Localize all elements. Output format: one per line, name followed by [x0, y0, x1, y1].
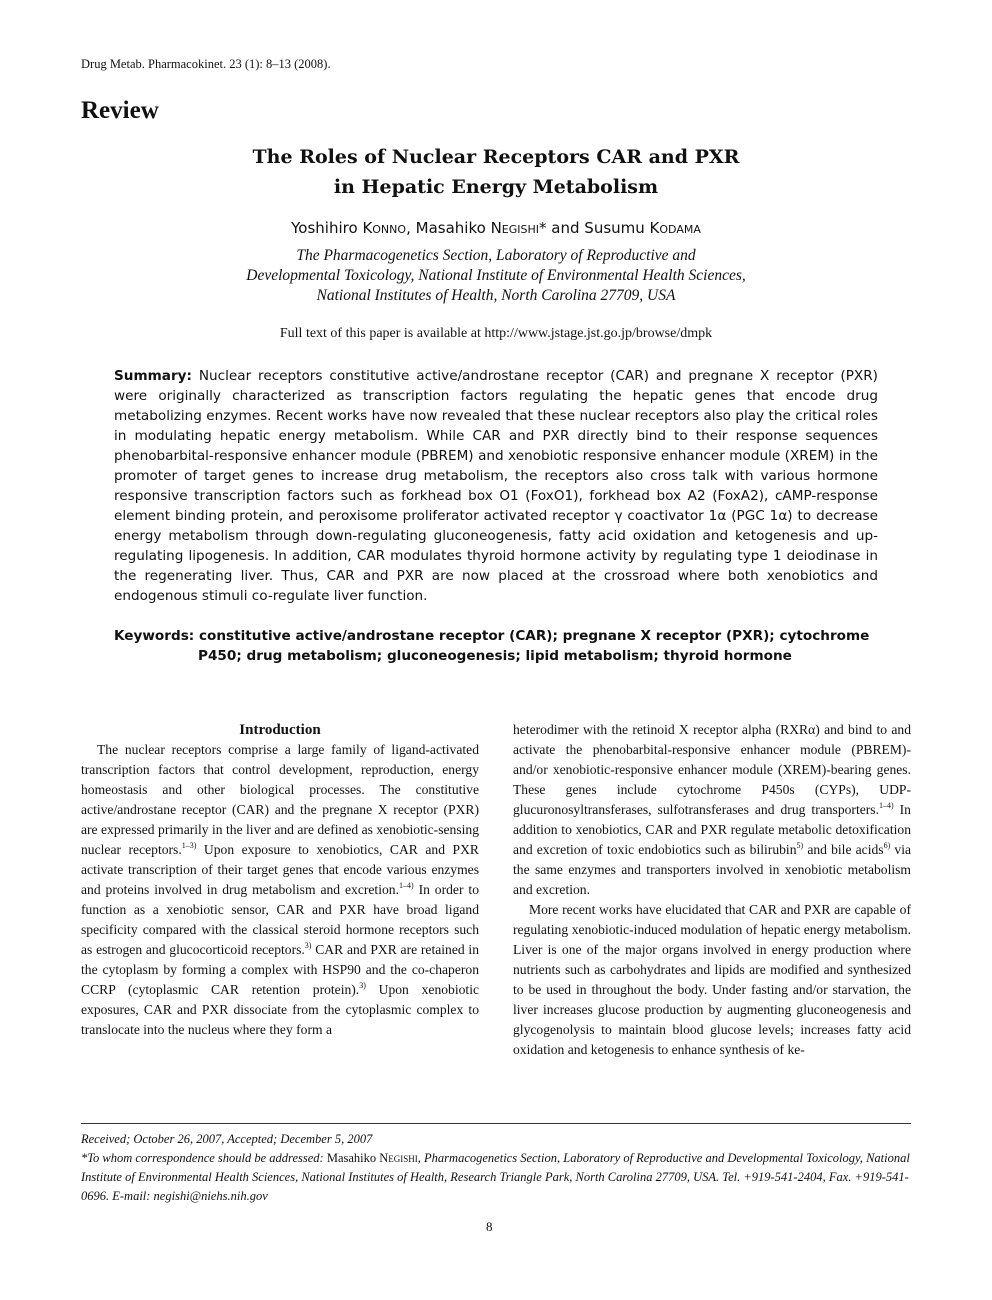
title-line-2: in Hepatic Energy Metabolism — [333, 176, 659, 198]
paragraph: The nuclear receptors comprise a large family of ligand-activated transcription factors that control development, reproduction, energy homeostasis and other biological processes. The constitutive active/androstane receptor (CAR) and the pregnane X receptor (PXR) are expressed primarily in the liver and are defined as xenobiotic-sensing nuclear receptors.$^{1-3)}$ Upon exposure to xenobiotics, CAR and PXR activate transcription of their target genes that encode various enzymes and proteins involved in drug metabolism and excretion.$^{1-4)}$ In order to function as a xenobiotic sensor, CAR and PXR have broad ligand specificity compared with the classical steroid hormone receptors such as estrogen and glucocorticoid receptors.$^{3)}$ CAR and PXR are retained in the cytoplasm by forming a complex with HSP90 and the co-chaperon CCRP (cytoplasmic CAR retention protein).$^{3)}$ Upon xenobiotic exposures, CAR and PXR dissociate from the cytoplasmic complex to translocate into the nucleus where they form a — [81, 742, 480, 1037]
abstract-text: Nuclear receptors constitutive active/androstane receptor (CAR) and pregnane X receptor (PXR) were originally characterized as transcription factors regulating the hepatic genes that encode drug metabolizing enzymes. Recent works have now revealed that these nuclear receptors also play the critical roles in modulating hepatic energy metabolism. While CAR and PXR directly bind to their response sequences phenobarbital-responsive enhancer module (PBREM) and xenobiotic responsive enhancer module (XREM) in the promoter of target genes to increase drug metabolism, the receptors also cross talk with various hormone responsive transcription factors such as forkhead box O1 (FoxO1), forkhead box A2 (FoxA2), cAMP-response element binding protein, and peroxisome proliferator activated receptor γ coactivator 1α (PGC 1α) to decrease energy metabolism through down-regulating gluconeogenesis, fatty acid oxidation and ketogenesis and up-regulating lipogenesis. In addition, CAR modulates thyroid hormone activity by regulating type 1 deiodinase in the regenerating liver. Thus, CAR and PXR are now placed at the crossroad where both xenobiotics and endogenous stimuli co-regulate liver function. — [114, 368, 878, 604]
paper-title — [120, 142, 872, 202]
citation: 6) — [883, 841, 891, 850]
paragraph: heterodimer with the retinoid X receptor alpha (RXRα) and bind to and activate the phenobarbital-responsive enhancer module (PBREM)- and/or xenobiotic-responsive enhancer module (XREM)-bearing genes. These genes include cytochrome P450s (CYPs), UDP-glucuronosyltransferases, sulfotransferases and drug transporters.$^{1-4)}$ In addition to xenobiotics, CAR and PXR regulate metabolic detoxification and excretion of toxic endobiotics such as bilirubin$^{5)}$ and bile acids$^{6)}$ via the same enzymes and transporters involved in xenobiotic metabolism and excretion. — [513, 722, 912, 897]
citation: 3) — [304, 941, 312, 950]
body-column-left — [81, 720, 479, 1040]
citation: 3) — [359, 981, 366, 990]
citation: 1–3) — [181, 841, 197, 850]
author-and: and — [551, 219, 580, 237]
keywords — [114, 626, 878, 666]
citation: 5) — [796, 841, 804, 850]
body-column-right — [513, 720, 911, 1060]
footnote — [81, 1130, 911, 1206]
citation: 1–4) — [398, 881, 414, 890]
article-type: Review — [81, 97, 159, 124]
page-number: 8 — [486, 1219, 493, 1234]
affiliation-line-1: The Pharmacogenetics Section, Laboratory of Reproductive and — [296, 247, 696, 264]
footnote-divider — [81, 1123, 911, 1124]
received-dates: Received; October 26, 2007, Accepted; December 5, 2007 — [81, 1132, 373, 1146]
section-heading: Introduction — [239, 722, 321, 738]
correspondence: *To whom correspondence should be addressed: Masahiko Negishi, Pharmacogenetics Section, Laboratory of Reproductive and Developmental Toxicology, National Institute of Environmental Health Sciences, National Institutes of Health, Research Triangle Park, North Carolina 27709, USA. Tel. +919-541-2404, Fax. +919-541-0696. E-mail: negishi@niehs.nih.gov — [81, 1151, 910, 1203]
affiliation-line-2: Developmental Toxicology, National Institute of Environmental Health Sciences, — [246, 267, 746, 284]
affiliation-line-3: National Institutes of Health, North Carolina 27709, USA — [316, 287, 676, 304]
abstract — [114, 366, 878, 606]
journal-citation: Drug Metab. Pharmacokinet. 23 (1): 8–13 (2008). — [81, 57, 331, 71]
author-list — [120, 219, 872, 237]
author-sep: , — [406, 219, 411, 237]
corresponding-mark: * — [539, 219, 547, 237]
author-2-first: Masahiko — [415, 219, 486, 237]
citation: 1–4) — [878, 801, 894, 810]
affiliation — [120, 246, 872, 306]
keywords-label: Keywords: — [114, 628, 195, 644]
author-3-first: Susumu — [584, 219, 645, 237]
fulltext-link-note: Full text of this paper is available at http://www.jstage.jst.go.jp/browse/dmpk — [279, 326, 713, 341]
author-2-last: Negishi — [490, 219, 539, 237]
author-1-last: Konno — [362, 219, 407, 237]
author-3-last: Kodama — [649, 219, 701, 237]
keywords-text: constitutive active/androstane receptor (CAR); pregnane X receptor (PXR); cytochrome P450; drug metabolism; gluconeogenesis; lipid metabolism; thyroid hormone — [198, 628, 870, 664]
title-line-1: The Roles of Nuclear Receptors CAR and PXR — [252, 146, 740, 168]
abstract-label: Summary: — [114, 368, 192, 384]
paragraph: More recent works have elucidated that CAR and PXR are capable of regulating xenobiotic-induced modulation of hepatic energy metabolism. Liver is one of the major organs involved in energy production where nutrients such as carbohydrates and lipids are modified and synthesized to be used in throughout the body. Under fasting and/or starvation, the liver increases glucose production by augmenting gluconeogenesis and glycogenolysis to maintain blood glucose levels; increases fatty acid oxidation and ketogenesis to enhance synthesis of ke- — [513, 902, 911, 1057]
author-1-first: Yoshihiro — [291, 219, 358, 237]
